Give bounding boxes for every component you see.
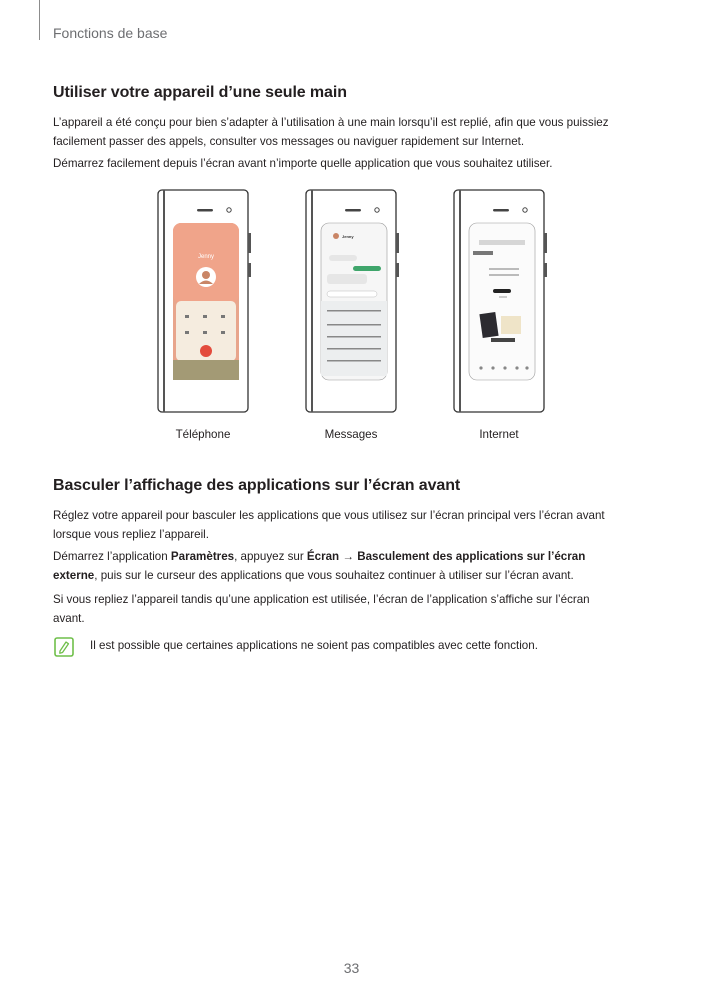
section-title-app-continuity: Basculer l’affichage des applications sur l’écran avant <box>53 477 461 494</box>
phone-illustration-internet <box>451 188 551 416</box>
paragraph-one-hand-intro <box>53 113 653 151</box>
phone-illustration-telephone <box>155 188 255 416</box>
section-title-one-hand: Utiliser votre appareil d’une seule main <box>53 84 347 101</box>
call-contact-name: Jenny <box>197 254 215 260</box>
menu-path-continuity: Basculement des applications sur l’écran <box>357 550 586 563</box>
text-run: , appuyez sur <box>234 550 307 563</box>
phone-illustration-messages <box>303 188 403 416</box>
paragraph-line: L’appareil a été conçu pour bien s’adapter à l’utilisation à une main lorsqu’il est replié, afin que vous puissiez <box>53 116 609 129</box>
caption-telephone: Téléphone <box>175 428 231 441</box>
menu-path-settings: Paramètres <box>170 550 235 563</box>
caption-internet: Internet <box>479 428 519 441</box>
paragraph-line: Réglez votre appareil pour basculer les applications que vous utilisez sur l’écran principal vers l’écran avant <box>53 509 605 522</box>
note-icon <box>54 637 74 657</box>
paragraph-continuity-steps <box>53 547 653 585</box>
note-text: Il est possible que certaines applications ne soient pas compatibles avec cette fonction. <box>90 639 538 652</box>
menu-path-continuity-end: externe <box>53 569 95 582</box>
message-contact-name: Jenny <box>342 234 354 239</box>
page-number: 33 <box>343 960 360 976</box>
arrow-separator: → <box>339 550 358 563</box>
caption-messages: Messages <box>324 428 378 441</box>
paragraph-one-hand-start: Démarrez facilement depuis l’écran avant n’importe quelle application que vous souhaitez utiliser. <box>53 157 553 170</box>
text-run: , puis sur le curseur des applications que vous souhaitez continuer à utiliser sur l’écran avant. <box>94 569 574 582</box>
paragraph-line: facilement passer des appels, consulter vos messages ou naviguer rapidement sur Internet. <box>53 135 525 148</box>
paragraph-continuity-fold <box>53 590 653 628</box>
text-run: Démarrez l’application <box>53 550 171 563</box>
section-header: Fonctions de base <box>53 25 168 41</box>
paragraph-continuity-intro <box>53 506 653 544</box>
menu-path-display: Écran <box>306 550 340 563</box>
paragraph-line: lorsque vous repliez l’appareil. <box>53 528 209 541</box>
paragraph-line: avant. <box>53 612 85 625</box>
paragraph-line: Si vous repliez l’appareil tandis qu’une application est utilisée, l’écran de l’application s’affiche sur l’écran <box>53 593 590 606</box>
margin-rule <box>39 0 40 40</box>
